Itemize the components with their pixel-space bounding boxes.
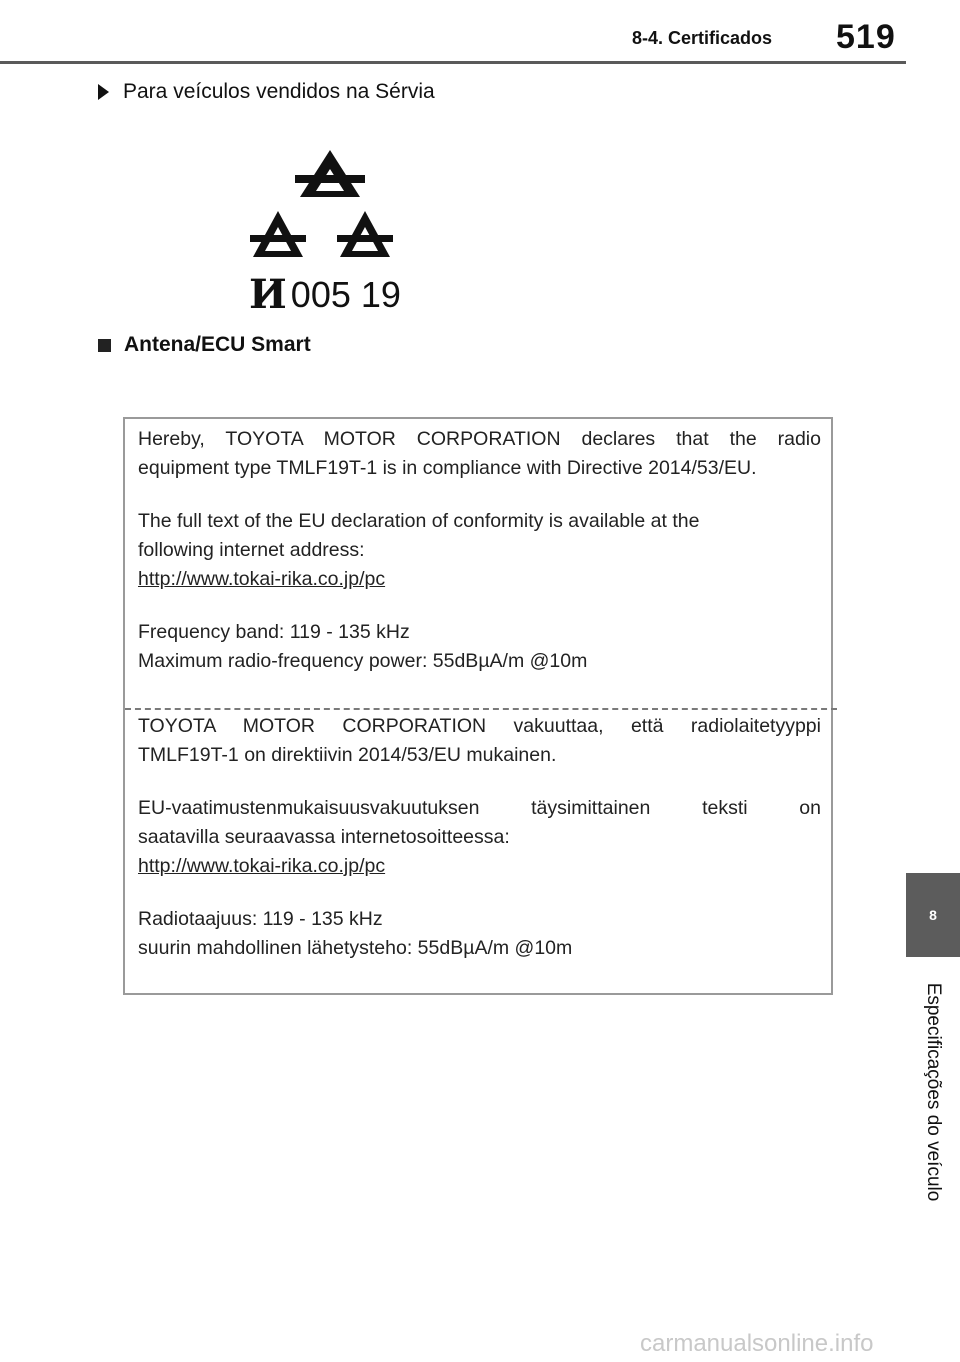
section-title: 8-4. Certificados [632,28,773,48]
approval-number: 005 19 [290,273,401,315]
header-rule [0,61,906,64]
approval-code [249,271,401,318]
serbia-bullet-text: Para veículos vendidos na Sérvia [123,80,435,103]
english-frequency: Frequency band: 119 - 135 kHz [138,621,410,643]
triangle-bullet-icon [98,84,109,100]
english-line-4: following internet address: [138,539,365,561]
finnish-line-2: TMLF19T-1 on direktiivin 2014/53/EU mukainen. [138,744,557,766]
finnish-line-1: TOYOTA MOTOR CORPORATION vakuuttaa, että radiolaitetyyppi [138,715,821,737]
antenna-heading-text: Antena/ECU Smart [124,333,311,356]
triangles-icon [245,145,415,270]
finnish-frequency: Radiotaajuus: 119 - 135 kHz [138,908,383,930]
chapter-label: Especificações do veículo [923,982,944,1202]
finnish-url: http://www.tokai-rika.co.jp/pc [138,855,386,877]
english-power: Maximum radio-frequency power: 55dBµA/m @10m [138,650,588,672]
certificate-divider [125,708,837,710]
certificate-box [123,417,833,995]
finnish-line-3: EU-vaatimustenmukaisuusvakuutuksen täysimittainen teksti on [138,797,821,819]
approval-letter: И [249,271,287,318]
antenna-heading [98,333,311,357]
english-line-3: The full text of the EU declaration of conformity is available at the [138,510,700,532]
finnish-line-4: saatavilla seuraavassa internetosoitteessa: [138,826,510,848]
english-line-1: Hereby, TOYOTA MOTOR CORPORATION declares that the radio [138,428,821,450]
chapter-number: 8 [929,907,937,923]
certificate-finnish [138,712,821,963]
page-number: 519 [836,18,896,56]
english-url: http://www.tokai-rika.co.jp/pc [138,568,386,590]
serbia-bullet [98,80,435,104]
serbian-approval-mark [245,145,415,318]
certificate-english [138,425,821,676]
square-bullet-icon [98,339,111,352]
finnish-power: suurin mahdollinen lähetysteho: 55dBµA/m @10m [138,937,573,959]
watermark: carmanualsonline.info [640,1330,874,1357]
english-line-2: equipment type TMLF19T-1 is in compliance with Directive 2014/53/EU. [138,457,757,479]
chapter-tab [906,873,960,957]
